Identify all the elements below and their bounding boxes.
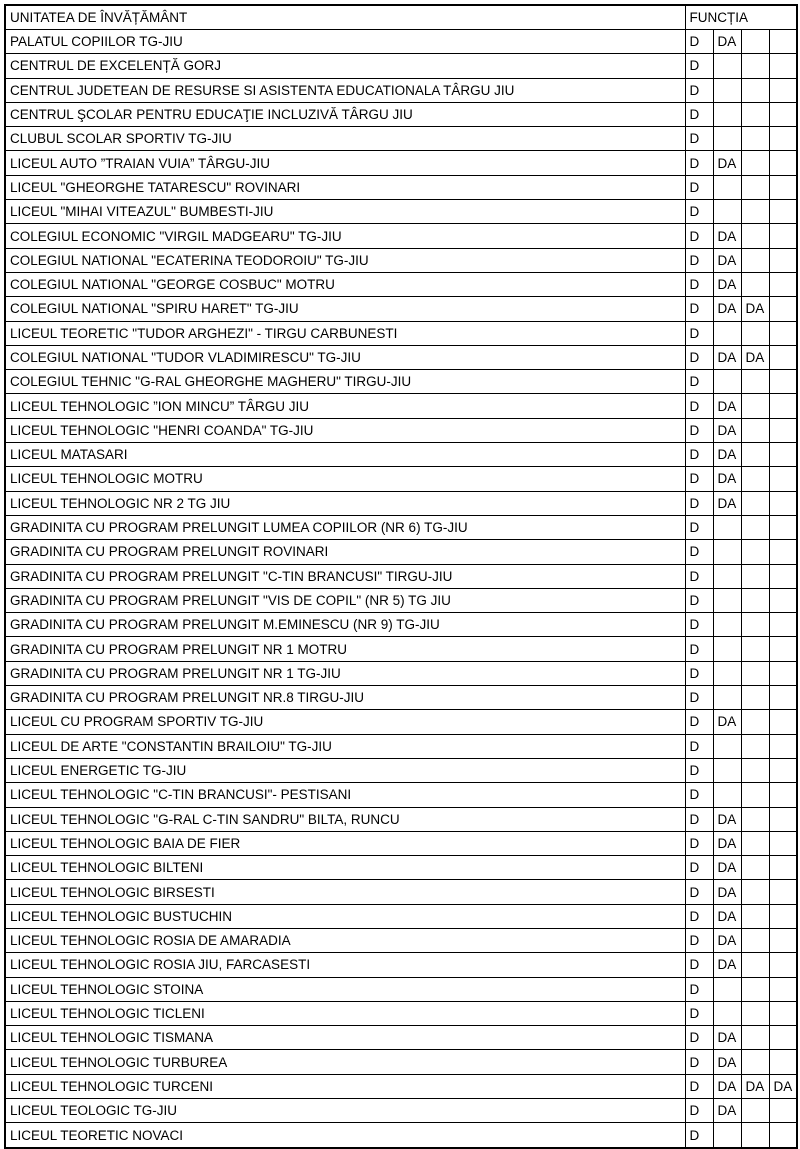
function-cell (769, 467, 797, 491)
table-row (5, 1026, 797, 1050)
function-cell (713, 370, 741, 394)
function-cell (741, 783, 769, 807)
unit-name-cell: LICEUL TEHNOLOGIC NR 2 TG JIU (5, 491, 685, 515)
unit-name-cell: GRADINITA CU PROGRAM PRELUNGIT NR.8 TIRGU-JIU (5, 686, 685, 710)
table-row (5, 856, 797, 880)
function-cell: DA (741, 297, 769, 321)
function-cell (769, 394, 797, 418)
function-cell (769, 734, 797, 758)
function-cell (769, 515, 797, 539)
function-cell (741, 248, 769, 272)
unit-name-cell: GRADINITA CU PROGRAM PRELUNGIT ROVINARI (5, 540, 685, 564)
table-row (5, 904, 797, 928)
function-cell (769, 248, 797, 272)
function-cell (769, 345, 797, 369)
function-cell: DA (713, 394, 741, 418)
function-cell (741, 540, 769, 564)
function-cell: D (685, 491, 713, 515)
function-cell (769, 588, 797, 612)
function-cell (713, 734, 741, 758)
function-cell: D (685, 904, 713, 928)
table-row (5, 272, 797, 296)
function-cell: D (685, 30, 713, 54)
function-cell: D (685, 831, 713, 855)
function-cell: D (685, 1050, 713, 1074)
table-row (5, 710, 797, 734)
column-header-function: FUNCȚIA (685, 5, 797, 30)
function-cell: D (685, 613, 713, 637)
function-cell (741, 175, 769, 199)
function-cell (769, 418, 797, 442)
table-row (5, 515, 797, 539)
unit-name-cell: COLEGIUL ECONOMIC "VIRGIL MADGEARU" TG-JIU (5, 224, 685, 248)
function-cell (769, 443, 797, 467)
function-cell (713, 613, 741, 637)
unit-name-cell: GRADINITA CU PROGRAM PRELUNGIT NR 1 MOTRU (5, 637, 685, 661)
unit-name-cell: LICEUL TEHNOLOGIC "C-TIN BRANCUSI"- PESTISANI (5, 783, 685, 807)
function-cell: DA (713, 831, 741, 855)
function-cell: D (685, 1123, 713, 1148)
function-cell: D (685, 783, 713, 807)
function-cell: DA (741, 345, 769, 369)
function-cell: D (685, 710, 713, 734)
unit-name-cell: LICEUL TEHNOLOGIC ROSIA JIU, FARCASESTI (5, 953, 685, 977)
function-cell (741, 54, 769, 78)
function-cell: DA (713, 151, 741, 175)
function-cell (741, 807, 769, 831)
function-cell (741, 102, 769, 126)
table-row (5, 394, 797, 418)
table-row (5, 467, 797, 491)
function-cell (769, 272, 797, 296)
function-cell (741, 758, 769, 782)
function-cell (769, 540, 797, 564)
table-row (5, 321, 797, 345)
function-cell (769, 370, 797, 394)
function-cell: D (685, 272, 713, 296)
function-cell (713, 540, 741, 564)
function-cell (713, 1001, 741, 1025)
function-cell: D (685, 515, 713, 539)
function-cell (769, 880, 797, 904)
function-cell: D (685, 564, 713, 588)
function-cell: D (685, 1099, 713, 1123)
unit-name-cell: LICEUL TEHNOLOGIC TICLENI (5, 1001, 685, 1025)
function-cell: DA (713, 443, 741, 467)
function-cell (713, 175, 741, 199)
unit-name-cell: GRADINITA CU PROGRAM PRELUNGIT M.EMINESCU (NR 9) TG-JIU (5, 613, 685, 637)
function-cell: DA (713, 467, 741, 491)
function-cell: D (685, 734, 713, 758)
function-cell (713, 515, 741, 539)
function-cell: DA (713, 272, 741, 296)
function-cell (713, 783, 741, 807)
unit-name-cell: LICEUL "MIHAI VITEAZUL" BUMBESTI-JIU (5, 200, 685, 224)
function-cell (741, 515, 769, 539)
function-cell (741, 443, 769, 467)
table-row (5, 78, 797, 102)
function-cell (741, 613, 769, 637)
function-cell (713, 78, 741, 102)
function-cell (741, 394, 769, 418)
unit-name-cell: GRADINITA CU PROGRAM PRELUNGIT "C-TIN BRANCUSI" TIRGU-JIU (5, 564, 685, 588)
function-cell (769, 686, 797, 710)
function-cell: DA (769, 1074, 797, 1098)
function-cell (741, 637, 769, 661)
function-cell: DA (713, 418, 741, 442)
unit-name-cell: LICEUL AUTO ”TRAIAN VUIA” TÂRGU-JIU (5, 151, 685, 175)
table-row (5, 1074, 797, 1098)
function-cell (769, 928, 797, 952)
function-cell (769, 78, 797, 102)
function-cell (741, 831, 769, 855)
function-cell (769, 1123, 797, 1148)
function-cell (741, 491, 769, 515)
function-cell: D (685, 953, 713, 977)
table-row (5, 564, 797, 588)
table-row (5, 758, 797, 782)
function-cell: D (685, 78, 713, 102)
unit-name-cell: LICEUL TEHNOLOGIC BAIA DE FIER (5, 831, 685, 855)
function-cell (741, 1123, 769, 1148)
unit-name-cell: CLUBUL SCOLAR SPORTIV TG-JIU (5, 127, 685, 151)
function-cell (713, 54, 741, 78)
table-row (5, 637, 797, 661)
function-cell (769, 321, 797, 345)
unit-name-cell: COLEGIUL NATIONAL "ECATERINA TEODOROIU" TG-JIU (5, 248, 685, 272)
function-cell: D (685, 297, 713, 321)
unit-name-cell: LICEUL TEOLOGIC TG-JIU (5, 1099, 685, 1123)
function-cell (713, 1123, 741, 1148)
unit-name-cell: LICEUL DE ARTE "CONSTANTIN BRAILOIU" TG-JIU (5, 734, 685, 758)
function-cell (713, 200, 741, 224)
function-cell (769, 637, 797, 661)
unit-name-cell: LICEUL TEHNOLOGIC "G-RAL C-TIN SANDRU" BILTA, RUNCU (5, 807, 685, 831)
unit-name-cell: LICEUL TEHNOLOGIC ”ION MINCU” TÂRGU JIU (5, 394, 685, 418)
unit-name-cell: LICEUL "GHEORGHE TATARESCU" ROVINARI (5, 175, 685, 199)
function-cell (769, 807, 797, 831)
function-cell: D (685, 394, 713, 418)
function-cell: DA (713, 1050, 741, 1074)
function-cell (741, 977, 769, 1001)
unit-name-cell: LICEUL TEHNOLOGIC "HENRI COANDA" TG-JIU (5, 418, 685, 442)
unit-name-cell: COLEGIUL NATIONAL "GEORGE COSBUC" MOTRU (5, 272, 685, 296)
function-cell: D (685, 127, 713, 151)
unit-name-cell: LICEUL TEHNOLOGIC TURCENI (5, 1074, 685, 1098)
table-row (5, 540, 797, 564)
function-cell: D (685, 1001, 713, 1025)
header-row (5, 5, 797, 30)
table-row (5, 977, 797, 1001)
unit-name-cell: LICEUL TEHNOLOGIC BUSTUCHIN (5, 904, 685, 928)
function-cell (741, 127, 769, 151)
function-cell (741, 418, 769, 442)
function-cell (713, 977, 741, 1001)
function-cell: DA (713, 248, 741, 272)
function-cell (769, 831, 797, 855)
schools-table (4, 4, 798, 1149)
function-cell: D (685, 928, 713, 952)
function-cell (713, 564, 741, 588)
function-cell (769, 151, 797, 175)
unit-name-cell: LICEUL TEHNOLOGIC BIRSESTI (5, 880, 685, 904)
function-cell (769, 54, 797, 78)
function-cell: D (685, 418, 713, 442)
table-row (5, 127, 797, 151)
function-cell: D (685, 588, 713, 612)
function-cell (741, 928, 769, 952)
table-row (5, 1050, 797, 1074)
function-cell (769, 1050, 797, 1074)
unit-name-cell: CENTRUL JUDETEAN DE RESURSE SI ASISTENTA EDUCATIONALA TÂRGU JIU (5, 78, 685, 102)
table-row (5, 880, 797, 904)
function-cell (741, 588, 769, 612)
unit-name-cell: LICEUL TEHNOLOGIC BILTENI (5, 856, 685, 880)
function-cell (769, 1026, 797, 1050)
unit-name-cell: GRADINITA CU PROGRAM PRELUNGIT LUMEA COPIILOR (NR 6) TG-JIU (5, 515, 685, 539)
function-cell: DA (713, 880, 741, 904)
function-cell: D (685, 370, 713, 394)
table-row (5, 928, 797, 952)
function-cell (769, 613, 797, 637)
table-row (5, 588, 797, 612)
function-cell (741, 1050, 769, 1074)
unit-name-cell: LICEUL MATASARI (5, 443, 685, 467)
function-cell: DA (713, 491, 741, 515)
function-cell: D (685, 686, 713, 710)
table-row (5, 151, 797, 175)
table-row (5, 807, 797, 831)
table-row (5, 443, 797, 467)
function-cell (769, 977, 797, 1001)
function-cell (769, 783, 797, 807)
table-header (5, 5, 797, 30)
function-cell (713, 102, 741, 126)
function-cell (741, 953, 769, 977)
table-row (5, 686, 797, 710)
table-row (5, 783, 797, 807)
function-cell (769, 856, 797, 880)
function-cell (741, 200, 769, 224)
function-cell: DA (713, 1074, 741, 1098)
function-cell: D (685, 443, 713, 467)
table-row (5, 831, 797, 855)
function-cell: DA (713, 953, 741, 977)
unit-name-cell: CENTRUL ŞCOLAR PENTRU EDUCAŢIE INCLUZIVĂ TÂRGU JIU (5, 102, 685, 126)
function-cell (713, 637, 741, 661)
unit-name-cell: LICEUL TEORETIC NOVACI (5, 1123, 685, 1148)
function-cell (741, 564, 769, 588)
function-cell: DA (713, 345, 741, 369)
unit-name-cell: COLEGIUL NATIONAL "TUDOR VLADIMIRESCU" TG-JIU (5, 345, 685, 369)
function-cell (741, 151, 769, 175)
function-cell: DA (713, 904, 741, 928)
table-row (5, 248, 797, 272)
unit-name-cell: LICEUL TEHNOLOGIC TISMANA (5, 1026, 685, 1050)
function-cell (741, 856, 769, 880)
function-cell: D (685, 224, 713, 248)
function-cell (769, 175, 797, 199)
function-cell (741, 904, 769, 928)
function-cell (713, 661, 741, 685)
function-cell (713, 758, 741, 782)
column-header-unit: UNITATEA DE ÎNVĂȚĂMÂNT (5, 5, 685, 30)
function-cell (741, 370, 769, 394)
function-cell: DA (713, 1099, 741, 1123)
function-cell (769, 904, 797, 928)
unit-name-cell: LICEUL TEHNOLOGIC ROSIA DE AMARADIA (5, 928, 685, 952)
function-cell (741, 272, 769, 296)
function-cell (741, 880, 769, 904)
function-cell: D (685, 540, 713, 564)
function-cell (741, 321, 769, 345)
function-cell: DA (713, 297, 741, 321)
table-row (5, 418, 797, 442)
function-cell (741, 686, 769, 710)
function-cell (769, 564, 797, 588)
function-cell: D (685, 151, 713, 175)
table-row (5, 1001, 797, 1025)
function-cell (713, 321, 741, 345)
unit-name-cell: LICEUL TEORETIC "TUDOR ARGHEZI" - TIRGU CARBUNESTI (5, 321, 685, 345)
table-row (5, 224, 797, 248)
function-cell: DA (713, 30, 741, 54)
function-cell (769, 224, 797, 248)
table-row (5, 661, 797, 685)
function-cell (769, 710, 797, 734)
function-cell: DA (741, 1074, 769, 1098)
unit-name-cell: PALATUL COPIILOR TG-JIU (5, 30, 685, 54)
function-cell: D (685, 880, 713, 904)
function-cell: D (685, 637, 713, 661)
function-cell (741, 1099, 769, 1123)
unit-name-cell: LICEUL TEHNOLOGIC MOTRU (5, 467, 685, 491)
function-cell: D (685, 661, 713, 685)
function-cell: D (685, 1026, 713, 1050)
function-cell (769, 661, 797, 685)
function-cell (713, 127, 741, 151)
function-cell (769, 297, 797, 321)
table-row (5, 491, 797, 515)
function-cell (741, 1026, 769, 1050)
function-cell (741, 710, 769, 734)
function-cell (769, 491, 797, 515)
function-cell: DA (713, 1026, 741, 1050)
function-cell: DA (713, 710, 741, 734)
table-row (5, 30, 797, 54)
unit-name-cell: GRADINITA CU PROGRAM PRELUNGIT NR 1 TG-JIU (5, 661, 685, 685)
function-cell (741, 224, 769, 248)
function-cell (741, 30, 769, 54)
unit-name-cell: LICEUL ENERGETIC TG-JIU (5, 758, 685, 782)
unit-name-cell: LICEUL TEHNOLOGIC TURBUREA (5, 1050, 685, 1074)
function-cell: D (685, 248, 713, 272)
table-row (5, 734, 797, 758)
table-row (5, 953, 797, 977)
function-cell (713, 588, 741, 612)
function-cell: D (685, 102, 713, 126)
function-cell (769, 30, 797, 54)
table-row (5, 297, 797, 321)
unit-name-cell: CENTRUL DE EXCELENȚĂ GORJ (5, 54, 685, 78)
table-row (5, 370, 797, 394)
function-cell: D (685, 1074, 713, 1098)
function-cell: D (685, 807, 713, 831)
function-cell (769, 127, 797, 151)
function-cell (769, 1099, 797, 1123)
function-cell: DA (713, 928, 741, 952)
function-cell (769, 200, 797, 224)
function-cell: DA (713, 807, 741, 831)
function-cell (741, 734, 769, 758)
function-cell (741, 78, 769, 102)
function-cell (769, 102, 797, 126)
function-cell: D (685, 200, 713, 224)
function-cell: D (685, 977, 713, 1001)
function-cell (741, 467, 769, 491)
function-cell: D (685, 321, 713, 345)
unit-name-cell: LICEUL TEHNOLOGIC STOINA (5, 977, 685, 1001)
function-cell (741, 1001, 769, 1025)
unit-name-cell: LICEUL CU PROGRAM SPORTIV TG-JIU (5, 710, 685, 734)
table-row (5, 175, 797, 199)
table-row (5, 54, 797, 78)
function-cell (769, 953, 797, 977)
function-cell: DA (713, 224, 741, 248)
function-cell: D (685, 467, 713, 491)
function-cell (741, 661, 769, 685)
unit-name-cell: COLEGIUL TEHNIC "G-RAL GHEORGHE MAGHERU" TIRGU-JIU (5, 370, 685, 394)
unit-name-cell: COLEGIUL NATIONAL "SPIRU HARET" TG-JIU (5, 297, 685, 321)
function-cell (769, 1001, 797, 1025)
table-row (5, 345, 797, 369)
function-cell: D (685, 758, 713, 782)
function-cell: DA (713, 856, 741, 880)
function-cell: D (685, 175, 713, 199)
table-row (5, 613, 797, 637)
unit-name-cell: GRADINITA CU PROGRAM PRELUNGIT "VIS DE COPIL" (NR 5) TG JIU (5, 588, 685, 612)
function-cell (713, 686, 741, 710)
function-cell (769, 758, 797, 782)
function-cell: D (685, 856, 713, 880)
function-cell: D (685, 345, 713, 369)
table-row (5, 102, 797, 126)
table-row (5, 1123, 797, 1148)
table-body (5, 30, 797, 1148)
table-row (5, 1099, 797, 1123)
function-cell: D (685, 54, 713, 78)
table-row (5, 200, 797, 224)
